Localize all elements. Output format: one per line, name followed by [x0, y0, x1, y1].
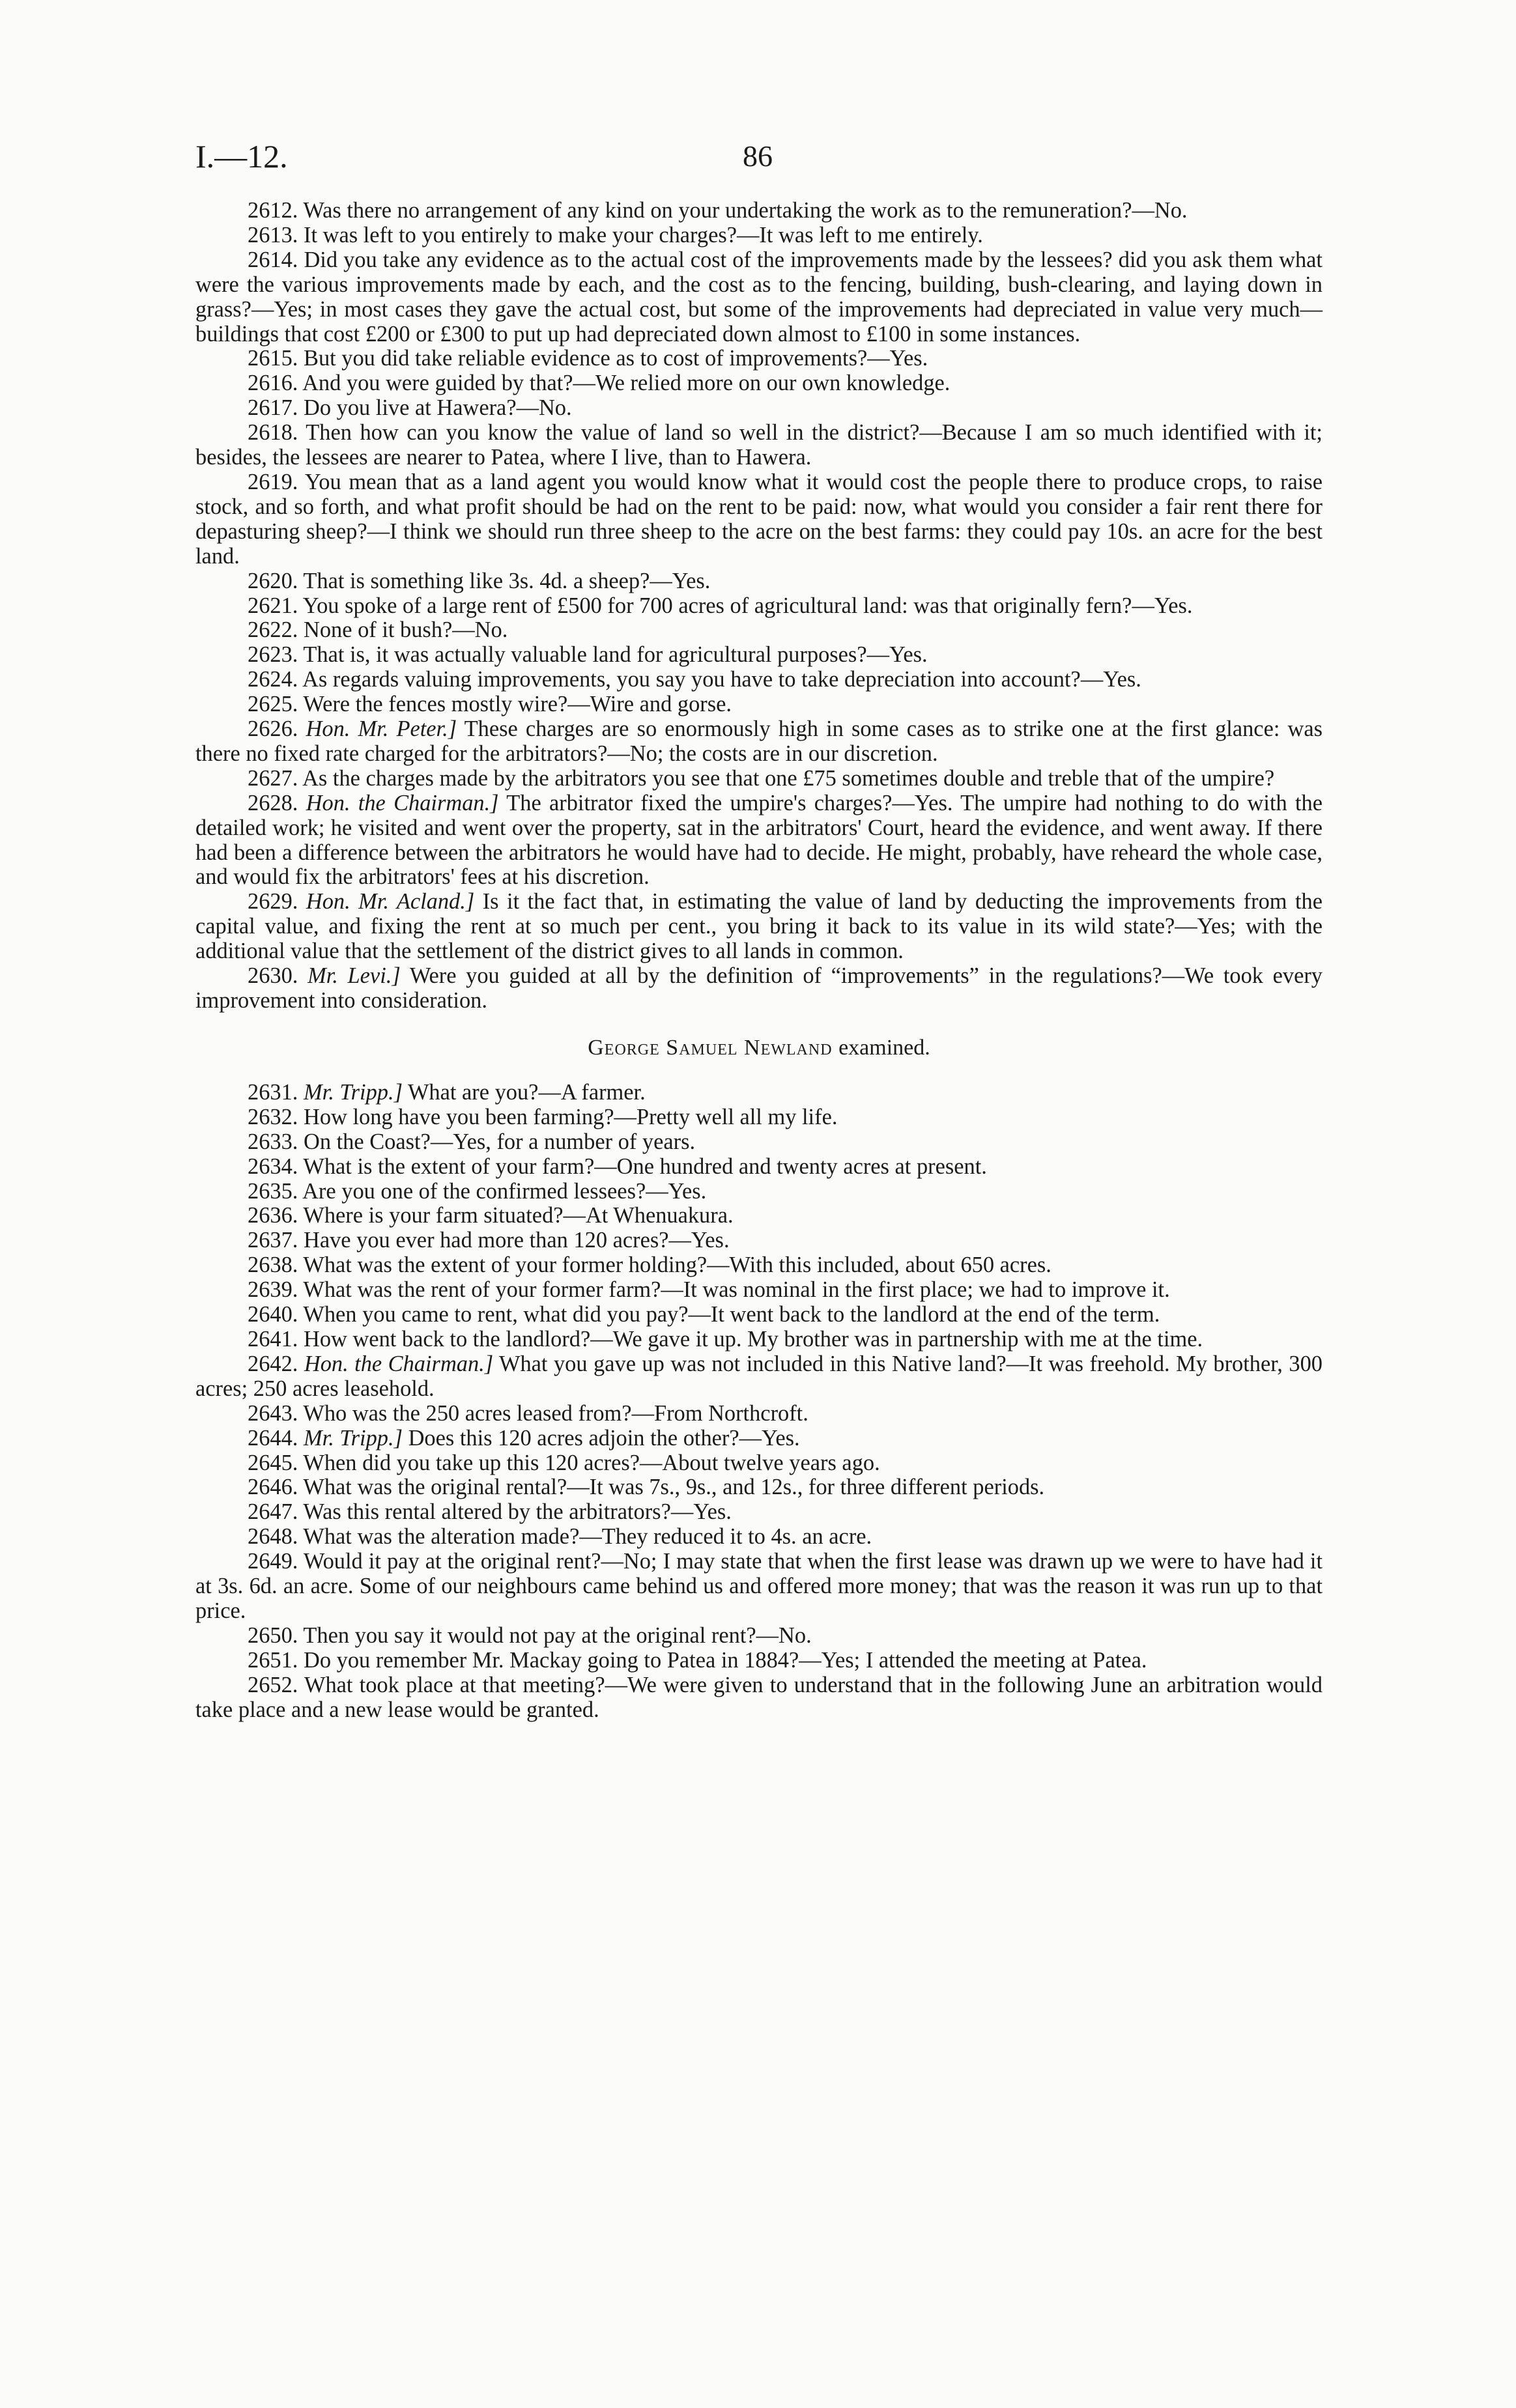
- question-number: 2645.: [248, 1450, 298, 1475]
- question-number: 2639.: [248, 1277, 298, 1303]
- question-2625: [195, 692, 1323, 717]
- question-number: 2647.: [248, 1499, 298, 1525]
- page-number: 86: [743, 139, 773, 173]
- question-and-answer-text: Are you one of the confirmed lessees?—Yes.: [302, 1178, 707, 1204]
- question-number: 2627.: [248, 765, 298, 791]
- question-2626: [195, 717, 1323, 767]
- question-and-answer-text: As regards valuing improvements, you say you have to take depreciation into account?—Yes.: [302, 667, 1141, 692]
- question-and-answer-text: Does this 120 acres adjoin the other?—Yes.: [408, 1425, 800, 1451]
- question-number: 2649.: [248, 1549, 298, 1574]
- speaker-name: Mr. Tripp.]: [304, 1425, 403, 1451]
- question-number: 2652.: [248, 1672, 298, 1697]
- testimony-body: [195, 199, 1323, 1722]
- question-number: 2633.: [248, 1129, 298, 1154]
- question-2619: [195, 470, 1323, 569]
- question-and-answer-text: It was left to you entirely to make your charges?—It was left to me entirely.: [304, 222, 983, 248]
- question-and-answer-text: What took place at that meeting?—We were given to understand that in the following June an arbitration would take place and a new lease would be granted.: [195, 1672, 1323, 1722]
- question-2648: [195, 1525, 1323, 1550]
- question-number: 2640.: [248, 1302, 298, 1327]
- question-and-answer-text: And you were guided by that?—We relied more on our own knowledge.: [302, 371, 951, 396]
- question-and-answer-text: The arbitrator fixed the umpire's charges?—Yes. The umpire had nothing to do with the detailed work; he visited and went over the property, sat in the arbitrators' Court, heard the evidence, and went away. If there had been a difference between the arbitrators he would have had to decide. He might, probably, have reheard the whole case, and would fix the arbitrators' fees at his discretion.: [195, 790, 1323, 890]
- question-2618: [195, 421, 1323, 470]
- question-and-answer-text: Were the fences mostly wire?—Wire and gorse.: [303, 692, 732, 717]
- question-and-answer-text: How long have you been farming?—Pretty well all my life.: [304, 1104, 838, 1129]
- question-and-answer-text: What was the extent of your former holding?—With this included, about 650 acres.: [303, 1253, 1051, 1278]
- speaker-name: Hon. Mr. Acland.]: [306, 889, 475, 914]
- testimony-section-two: [195, 1081, 1323, 1723]
- question-and-answer-text: Was this rental altered by the arbitrators?—Yes.: [303, 1499, 732, 1525]
- question-number: 2615.: [248, 346, 298, 371]
- question-and-answer-text: That is, it was actually valuable land for agricultural purposes?—Yes.: [303, 642, 928, 668]
- question-and-answer-text: What are you?—A farmer.: [407, 1079, 646, 1105]
- question-number: 2623.: [248, 642, 298, 668]
- parliamentary-paper-reference: I.—12.: [195, 138, 288, 175]
- question-and-answer-text: Would it pay at the original rent?—No; I may state that when the first lease was drawn up we were to have had it at 3s. 6d. an acre. Some of our neighbours came behind us and offered more money; that was the reason it was run up to that price.: [195, 1549, 1323, 1623]
- question-and-answer-text: Do you remember Mr. Mackay going to Patea in 1884?—Yes; I attended the meeting at Patea.: [304, 1647, 1147, 1673]
- witness-heading-tail: examined.: [838, 1035, 930, 1060]
- question-and-answer-text: What is the extent of your farm?—One hundred and twenty acres at present.: [303, 1154, 987, 1179]
- question-and-answer-text: How went back to the landlord?—We gave it up. My brother was in partnership with me at the time.: [304, 1326, 1203, 1352]
- question-number: 2641.: [248, 1326, 298, 1352]
- question-number: 2646.: [248, 1475, 298, 1500]
- question-and-answer-text: Then you say it would not pay at the original rent?—No.: [303, 1622, 812, 1648]
- question-2636: [195, 1204, 1323, 1228]
- question-and-answer-text: When you came to rent, what did you pay?—It went back to the landlord at the end of the term.: [303, 1302, 1160, 1327]
- question-number: 2638.: [248, 1253, 298, 1278]
- question-number: 2635.: [248, 1178, 298, 1204]
- question-2644: [195, 1426, 1323, 1451]
- question-2627: [195, 767, 1323, 791]
- question-number: 2631.: [248, 1079, 298, 1105]
- question-2643: [195, 1402, 1323, 1426]
- question-number: 2650.: [248, 1622, 298, 1648]
- question-number: 2620.: [248, 568, 298, 593]
- question-2652: [195, 1673, 1323, 1723]
- question-2641: [195, 1327, 1323, 1352]
- question-2635: [195, 1180, 1323, 1204]
- question-number: 2614.: [248, 247, 298, 272]
- witness-heading: [195, 1036, 1323, 1060]
- question-number: 2637.: [248, 1228, 298, 1253]
- question-and-answer-text: These charges are so enormously high in some cases as to strike one at the first glance: was there no fixed rate charged for the arbitrators?—No; the costs are in our discretion.: [195, 716, 1323, 766]
- question-and-answer-text: But you did take reliable evidence as to cost of improvements?—Yes.: [304, 346, 928, 371]
- question-2629: [195, 890, 1323, 964]
- question-number: 2629.: [248, 889, 298, 914]
- question-number: 2612.: [248, 198, 298, 223]
- question-number: 2643.: [248, 1400, 298, 1426]
- question-2633: [195, 1130, 1323, 1155]
- question-number: 2630.: [248, 963, 298, 989]
- witness-name: George Samuel Newland: [588, 1035, 833, 1060]
- question-2631: [195, 1081, 1323, 1105]
- speaker-name: Mr. Levi.]: [307, 963, 401, 989]
- question-2638: [195, 1253, 1323, 1278]
- question-and-answer-text: Did you take any evidence as to the actual cost of the improvements made by the lessees? did you ask them what were the various improvements made by each, and the cost as to the fencing, building, bush-clearing, and laying down in grass?—Yes; in most cases they gave the actual cost, but some of the improvements had depreciated in value very much—buildings that cost £200 or £300 to put up had depreciated down almost to £100 in some instances.: [195, 247, 1323, 347]
- question-number: 2618.: [248, 420, 298, 446]
- question-number: 2644.: [248, 1425, 298, 1451]
- question-2620: [195, 569, 1323, 594]
- question-and-answer-text: What was the alteration made?—They reduced it to 4s. an acre.: [303, 1524, 872, 1550]
- question-and-answer-text: What was the rent of your former farm?—It was nominal in the first place; we had to improve it.: [303, 1277, 1170, 1303]
- question-and-answer-text: You mean that as a land agent you would know what it would cost the people there to produce crops, to raise stock, and so forth, and what profit should be had on the rent to be paid: now, what would you consider a fair rent there for depasturing sheep?—I think we should run three sheep to the acre on the best farms: they could pay 10s. an acre for the best land.: [195, 469, 1323, 569]
- question-2613: [195, 223, 1323, 248]
- question-2612: [195, 199, 1323, 223]
- question-2623: [195, 643, 1323, 668]
- speaker-name: Hon. the Chairman.]: [306, 790, 499, 815]
- question-and-answer-text: None of it bush?—No.: [304, 617, 508, 643]
- question-and-answer-text: Were you guided at all by the definition of “improvements” in the regulations?—We took every improvement into consideration.: [195, 963, 1323, 1013]
- question-and-answer-text: Where is your farm situated?—At Whenuakura.: [303, 1203, 734, 1228]
- question-2639: [195, 1278, 1323, 1303]
- question-and-answer-text: That is something like 3s. 4d. a sheep?—Yes.: [303, 568, 711, 593]
- testimony-section-one: [195, 199, 1323, 1013]
- question-number: 2613.: [248, 222, 298, 248]
- question-2624: [195, 668, 1323, 692]
- question-number: 2625.: [248, 692, 298, 717]
- question-number: 2632.: [248, 1104, 298, 1129]
- question-2628: [195, 791, 1323, 890]
- question-number: 2624.: [248, 667, 298, 692]
- question-2640: [195, 1303, 1323, 1327]
- question-2651: [195, 1649, 1323, 1673]
- question-and-answer-text: What was the original rental?—It was 7s., 9s., and 12s., for three different periods.: [303, 1475, 1045, 1500]
- question-and-answer-text: Do you live at Hawera?—No.: [304, 395, 572, 421]
- speaker-name: Hon. Mr. Peter.]: [306, 716, 457, 742]
- question-number: 2634.: [248, 1154, 298, 1179]
- question-number: 2616.: [248, 371, 298, 396]
- question-number: 2648.: [248, 1524, 298, 1550]
- question-2646: [195, 1475, 1323, 1500]
- question-number: 2617.: [248, 395, 298, 421]
- question-2615: [195, 347, 1323, 371]
- question-2632: [195, 1105, 1323, 1130]
- question-number: 2621.: [248, 593, 298, 618]
- question-number: 2622.: [248, 617, 298, 643]
- question-2616: [195, 371, 1323, 396]
- question-2614: [195, 248, 1323, 347]
- question-and-answer-text: Is it the fact that, in estimating the value of land by deducting the improvements from the capital value, and fixing the rent at so much per cent., you bring it back to its value in its wild state?—Yes; with the additional value that the settlement of the district gives to all lands in common.: [195, 889, 1323, 964]
- question-2642: [195, 1352, 1323, 1402]
- question-and-answer-text: On the Coast?—Yes, for a number of years.: [304, 1129, 696, 1154]
- question-2621: [195, 594, 1323, 619]
- question-number: 2619.: [248, 469, 298, 494]
- question-2637: [195, 1228, 1323, 1253]
- question-number: 2636.: [248, 1203, 298, 1228]
- question-2634: [195, 1155, 1323, 1180]
- question-2647: [195, 1500, 1323, 1525]
- question-and-answer-text: You spoke of a large rent of £500 for 700 acres of agricultural land: was that originally fern?—Yes.: [302, 593, 1193, 618]
- question-and-answer-text: Who was the 250 acres leased from?—From Northcroft.: [303, 1400, 808, 1426]
- question-2645: [195, 1451, 1323, 1476]
- question-number: 2626.: [248, 716, 298, 742]
- question-and-answer-text: What you gave up was not included in this Native land?—It was freehold. My brother, 300 acres; 250 acres leasehold.: [195, 1351, 1323, 1401]
- question-and-answer-text: When did you take up this 120 acres?—About twelve years ago.: [303, 1450, 880, 1475]
- question-2650: [195, 1624, 1323, 1649]
- question-number: 2642.: [248, 1351, 298, 1376]
- question-number: 2628.: [248, 790, 298, 815]
- question-number: 2651.: [248, 1647, 298, 1673]
- question-2622: [195, 618, 1323, 643]
- speaker-name: Hon. the Chairman.]: [304, 1351, 494, 1376]
- question-and-answer-text: Have you ever had more than 120 acres?—Yes.: [304, 1228, 730, 1253]
- page-header: [195, 138, 1323, 177]
- question-and-answer-text: As the charges made by the arbitrators you see that one £75 sometimes double and treble that of the umpire?: [302, 765, 1275, 791]
- question-2630: [195, 964, 1323, 1013]
- question-and-answer-text: Was there no arrangement of any kind on your undertaking the work as to the remuneration?—No.: [303, 198, 1188, 223]
- speaker-name: Mr. Tripp.]: [304, 1079, 403, 1105]
- question-and-answer-text: Then how can you know the value of land so well in the district?—Because I am so much identified with it; besides, the lessees are nearer to Patea, where I live, than to Hawera.: [195, 420, 1323, 470]
- question-2649: [195, 1550, 1323, 1624]
- question-2617: [195, 396, 1323, 421]
